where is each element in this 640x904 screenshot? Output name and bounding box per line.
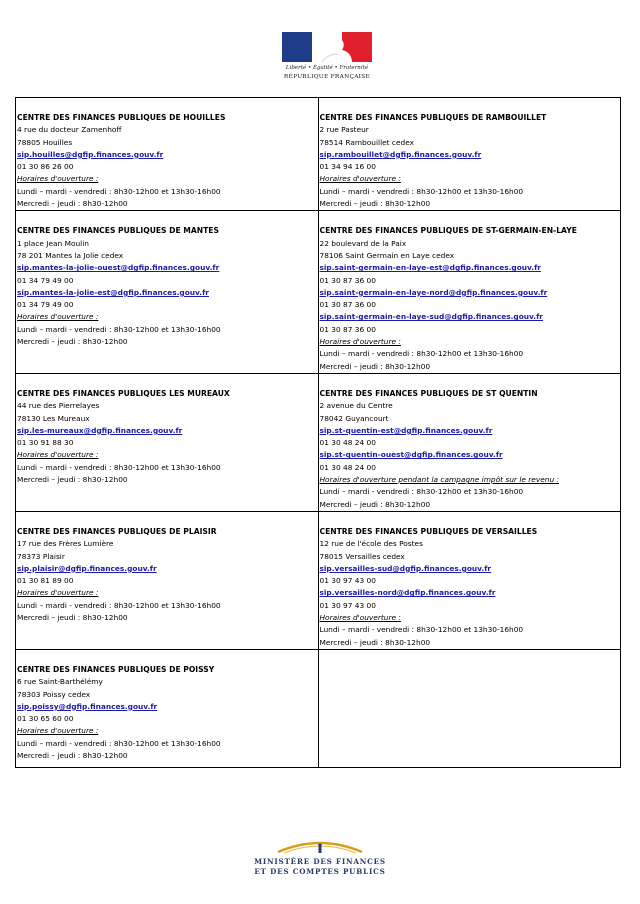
marianne-flag-icon	[282, 32, 372, 62]
opening-hours-heading	[320, 173, 620, 185]
email-line	[320, 563, 620, 575]
opening-hours-heading	[17, 587, 317, 599]
opening-hours-line: Mercredi – jeudi : 8h30-12h00	[319, 361, 431, 371]
opening-hours-label: Horaires d'ouverture :	[17, 450, 99, 460]
center-name: CENTRE DES FINANCES PUBLIQUES DE HOUILLES	[17, 113, 226, 122]
opening-hours-label: Horaires d'ouverture :	[17, 726, 99, 736]
opening-hours-label: Horaires d'ouverture :	[17, 588, 99, 598]
center-address: 44 rue des Pierrelayes	[17, 401, 100, 411]
phone-number: 01 30 97 43 00	[319, 600, 376, 610]
opening-hours-line: Lundi – mardi - vendredi : 8h30-12h00 et 13h30-16h00	[319, 349, 524, 359]
opening-hours-line: Lundi – mardi - vendredi : 8h30-12h00 et 13h30-16h00	[17, 462, 221, 472]
phone-number: 01 34 79 49 00	[17, 300, 74, 310]
ministry-arc-icon	[270, 836, 370, 856]
center-address: 17 rue des Frères Lumière	[17, 539, 114, 549]
center-card	[318, 373, 621, 511]
center-name: CENTRE DES FINANCES PUBLIQUES DE PLAISIR	[17, 526, 217, 536]
phone-number: 01 30 48 24 00	[319, 438, 376, 448]
opening-hours-line: Lundi – mardi - vendredi : 8h30-12h00 et 13h30-16h00	[17, 600, 221, 610]
email-line	[17, 425, 317, 437]
center-address: 12 rue de l'école des Postes	[319, 539, 423, 549]
center-city: 78303 Poissy cedex	[17, 689, 91, 699]
center-name: CENTRE DES FINANCES PUBLIQUES DE POISSY	[17, 664, 215, 674]
phone-number: 01 34 79 49 00	[17, 275, 74, 285]
ministry-name-line2: ET DES COMPTES PUBLICS	[254, 867, 386, 876]
email-link[interactable]: sip.houilles@dgfip.finances.gouv.fr	[17, 149, 164, 159]
email-link[interactable]: sip.st-quentin-est@dgfip.finances.gouv.fr	[319, 425, 493, 435]
republique-francaise-logo	[279, 32, 375, 88]
opening-hours-line: Lundi – mardi - vendredi : 8h30-12h00 et 13h30-16h00	[17, 186, 221, 196]
opening-hours-heading	[17, 449, 317, 461]
center-name: CENTRE DES FINANCES PUBLIQUES LES MUREAUX	[17, 388, 230, 398]
center-address: 6 rue Saint-Barthélémy	[17, 677, 103, 687]
center-address: 22 boulevard de la Paix	[319, 238, 407, 248]
phone-number: 01 30 97 43 00	[319, 576, 376, 586]
email-line	[320, 311, 620, 323]
phone-number: 01 30 91 88 30	[17, 438, 74, 448]
email-link[interactable]: sip.versailles-sud@dgfip.finances.gouv.fr	[319, 563, 492, 573]
email-link[interactable]: sip.mantes-la-jolie-ouest@dgfip.finances.gouv.fr	[17, 263, 220, 273]
email-line	[320, 262, 620, 274]
center-address: 2 avenue du Centre	[319, 401, 393, 411]
email-link[interactable]: sip.plaisir@dgfip.finances.gouv.fr	[17, 563, 157, 573]
center-name: CENTRE DES FINANCES PUBLIQUES DE VERSAILLES	[319, 526, 538, 536]
email-link[interactable]: sip.versailles-nord@dgfip.finances.gouv.fr	[319, 588, 496, 598]
email-line	[17, 701, 317, 713]
republic-name: RÉPUBLIQUE FRANÇAISE	[283, 74, 371, 80]
center-city: 78514 Rambouillet cedex	[319, 137, 415, 147]
opening-hours-label: Horaires d'ouverture :	[319, 337, 401, 347]
opening-hours-line: Mercredi – jeudi : 8h30-12h00	[17, 750, 128, 760]
email-line	[320, 149, 620, 161]
phone-number: 01 34 94 16 00	[319, 162, 376, 172]
center-city: 78 201 Mantes la Jolie cedex	[17, 250, 124, 260]
center-city: 78373 Plaisir	[17, 551, 65, 561]
opening-hours-label: Horaires d'ouverture :	[17, 312, 99, 322]
republic-motto: Liberté • Égalité • Fraternité	[285, 65, 369, 71]
opening-hours-line: Mercredi – jeudi : 8h30-12h00	[17, 199, 128, 209]
center-city: 78015 Versailles cedex	[319, 551, 405, 561]
center-card	[318, 511, 621, 649]
opening-hours-heading	[17, 725, 317, 737]
opening-hours-heading	[320, 336, 620, 348]
phone-number: 01 30 86 26 00	[17, 162, 74, 172]
email-link[interactable]: sip.st-quentin-ouest@dgfip.finances.gouv.fr	[319, 450, 503, 460]
opening-hours-label: Horaires d'ouverture :	[319, 613, 401, 623]
centers-table	[15, 97, 621, 768]
centers-row	[16, 98, 621, 211]
center-card	[318, 211, 621, 374]
centers-row	[16, 511, 621, 649]
opening-hours-label: Horaires d'ouverture :	[319, 174, 401, 184]
center-card	[318, 98, 621, 211]
email-link[interactable]: sip.saint-germain-en-laye-est@dgfip.finances.gouv.fr	[319, 263, 541, 273]
opening-hours-line: Lundi – mardi - vendredi : 8h30-12h00 et 13h30-16h00	[17, 324, 221, 334]
center-name: CENTRE DES FINANCES PUBLIQUES DE ST-GERMAIN-EN-LAYE	[319, 226, 577, 236]
email-link[interactable]: sip.mantes-la-jolie-est@dgfip.finances.gouv.fr	[17, 287, 209, 297]
email-link[interactable]: sip.saint-germain-en-laye-sud@dgfip.finances.gouv.fr	[319, 312, 543, 322]
center-card	[16, 98, 319, 211]
opening-hours-label: Horaires d'ouverture :	[17, 174, 99, 184]
phone-number: 01 30 65 60 00	[17, 714, 74, 724]
center-city: 78042 Guyancourt	[319, 413, 389, 423]
email-line	[320, 587, 620, 599]
opening-hours-heading	[17, 311, 317, 323]
opening-hours-line: Mercredi – jeudi : 8h30-12h00	[319, 499, 431, 509]
center-card	[16, 649, 319, 767]
opening-hours-line: Mercredi – jeudi : 8h30-12h00	[319, 637, 431, 647]
email-line	[17, 149, 317, 161]
center-name: CENTRE DES FINANCES PUBLIQUES DE RAMBOUILLET	[319, 113, 547, 122]
empty-cell	[318, 649, 621, 767]
email-link[interactable]: sip.saint-germain-en-laye-nord@dgfip.finances.gouv.fr	[319, 287, 548, 297]
opening-hours-line: Lundi – mardi - vendredi : 8h30-12h00 et 13h30-16h00	[17, 738, 221, 748]
centers-row	[16, 211, 621, 374]
email-link[interactable]: sip.rambouillet@dgfip.finances.gouv.fr	[319, 149, 482, 159]
center-name: CENTRE DES FINANCES PUBLIQUES DE ST QUENTIN	[319, 388, 538, 398]
email-line	[17, 563, 317, 575]
opening-hours-label: Horaires d'ouverture pendant la campagne impôt sur le revenu :	[319, 475, 559, 485]
email-line	[320, 425, 620, 437]
ministry-name-line1: MINISTÈRE DES FINANCES	[254, 857, 386, 866]
center-card	[16, 211, 319, 374]
opening-hours-line: Lundi – mardi - vendredi : 8h30-12h00 et 13h30-16h00	[319, 487, 524, 497]
opening-hours-line: Mercredi – jeudi : 8h30-12h00	[17, 337, 128, 347]
email-line	[17, 262, 317, 274]
phone-number: 01 30 81 89 00	[17, 576, 74, 586]
opening-hours-heading	[320, 474, 620, 486]
center-city: 78805 Houilles	[17, 137, 73, 147]
phone-number: 01 30 48 24 00	[319, 462, 376, 472]
email-link[interactable]: sip.les-mureaux@dgfip.finances.gouv.fr	[17, 425, 183, 435]
opening-hours-line: Lundi – mardi - vendredi : 8h30-12h00 et 13h30-16h00	[319, 625, 524, 635]
center-address: 4 rue du docteur Zamenhoff	[17, 125, 122, 135]
phone-number: 01 30 87 36 00	[319, 324, 376, 334]
centers-row	[16, 373, 621, 511]
phone-number: 01 30 87 36 00	[319, 275, 376, 285]
email-line	[320, 449, 620, 461]
opening-hours-line: Mercredi – jeudi : 8h30-12h00	[319, 199, 431, 209]
centers-row	[16, 649, 621, 767]
center-city: 78130 Les Mureaux	[17, 413, 90, 423]
email-link[interactable]: sip.poissy@dgfip.finances.gouv.fr	[17, 701, 158, 711]
center-card	[16, 373, 319, 511]
center-name: CENTRE DES FINANCES PUBLIQUES DE MANTES	[17, 226, 219, 236]
email-line	[320, 287, 620, 299]
opening-hours-heading	[320, 612, 620, 624]
center-address: 2 rue Pasteur	[319, 125, 369, 135]
opening-hours-line: Lundi – mardi - vendredi : 8h30-12h00 et 13h30-16h00	[319, 186, 524, 196]
center-card	[16, 511, 319, 649]
phone-number: 01 30 87 36 00	[319, 300, 376, 310]
center-city: 78106 Saint Germain en Laye cedex	[319, 250, 455, 260]
opening-hours-line: Mercredi – jeudi : 8h30-12h00	[17, 475, 128, 485]
opening-hours-heading	[17, 173, 317, 185]
ministry-logo	[250, 836, 390, 882]
opening-hours-line: Mercredi – jeudi : 8h30-12h00	[17, 613, 128, 623]
email-line	[17, 287, 317, 299]
center-address: 1 place Jean Moulin	[17, 238, 89, 248]
